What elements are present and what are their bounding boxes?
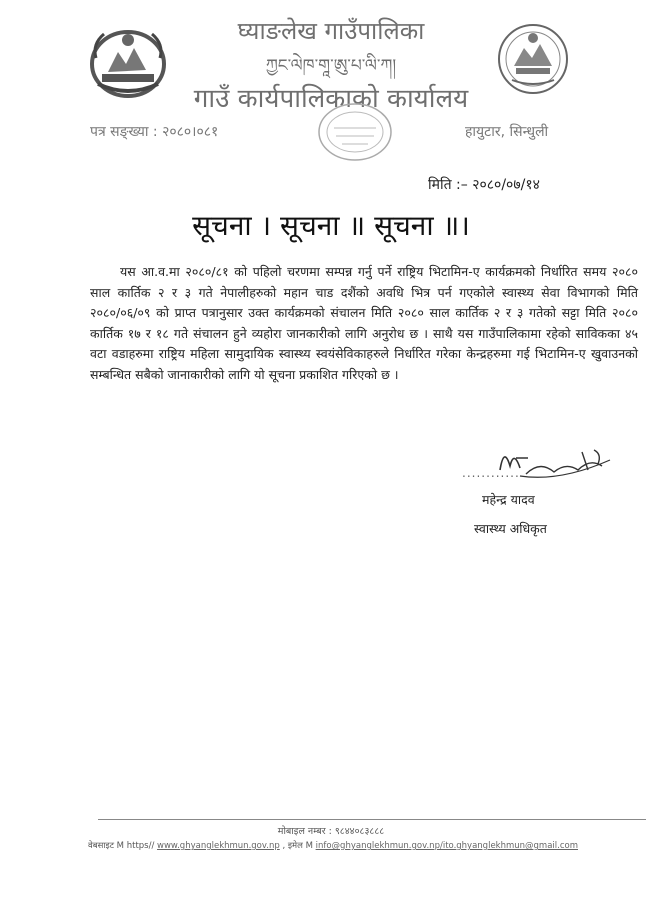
signatory-name: महेन्द्र यादव	[482, 492, 535, 507]
footer-phone: मोबाइल नम्बर : ९८४४०८३८८८	[277, 826, 385, 837]
footer-contact	[88, 840, 648, 851]
municipality-name: घ्याङलेख गाउँपालिका	[237, 17, 425, 45]
website-label: वेबसाइट M https//	[88, 841, 155, 851]
notice-body: यस आ.व.मा २०८०/८१ को पहिलो चरणमा सम्पन्न गर्नु पर्ने राष्ट्रिय भिटामिन-ए कार्यक्रमको निर्धारित समय २०८० साल कार्तिक २ र ३ गते नेपालीहरुको महान चाड दशैंको अवधि भित्र पर्न गएकोले स्वास्थ्य सेवा विभागको मिति २०८०/०६/०९ को प्राप्त पत्रानुसार उक्त कार्यक्रमको संचालन मिति २०८० साल कार्तिक २ र ३ गतेको सट्टा मिति २०८० कार्तिक १७ र १८ गते संचालन हुने व्यहोरा जानकारीको लागि अनुरोध छ । साथै यस गाउँपालिकामा रहेको साविकका ४५ वटा वडाहरुमा राष्ट्रिय महिला सामुदायिक स्वास्थ्य स्वयंसेविकाहरुले निर्धारित गरेका केन्द्रहरुमा गई भिटामिन-ए खुवाउनको सम्बन्धित सबैको जानाकारीको लागि यो सूचना प्रकाशित गरिएको छ ।	[90, 264, 638, 382]
reference-number: पत्र सङ्ख्या : २०८०।०८१	[90, 124, 219, 140]
signature-dotted-line: ............	[462, 466, 520, 480]
email-label: , इमेल M	[282, 841, 313, 851]
office-stamp-icon	[316, 100, 394, 164]
letter-date: मिति :– २०८०/०७/१४	[428, 177, 540, 193]
email-link[interactable]: info@ghyanglekhmun.gov.np/ito.ghyanglekhmun@gmail.com	[315, 841, 578, 851]
municipality-name-tibetan: ཀྱང་ལེཁ་གཱ་ཨུ་པ་ལི་ཀ།	[265, 56, 397, 76]
website-link[interactable]: www.ghyanglekhmun.gov.np	[157, 841, 280, 851]
signatory-title: स्वास्थ्य अधिकृत	[474, 521, 547, 536]
footer-divider	[98, 819, 646, 820]
office-location: हायुटार, सिन्धुली	[465, 124, 549, 140]
office-name: गाउँ कार्यपालिकाको कार्यालय	[193, 84, 469, 114]
notice-heading: सूचना । सूचना ॥ सूचना ॥।	[192, 209, 470, 242]
